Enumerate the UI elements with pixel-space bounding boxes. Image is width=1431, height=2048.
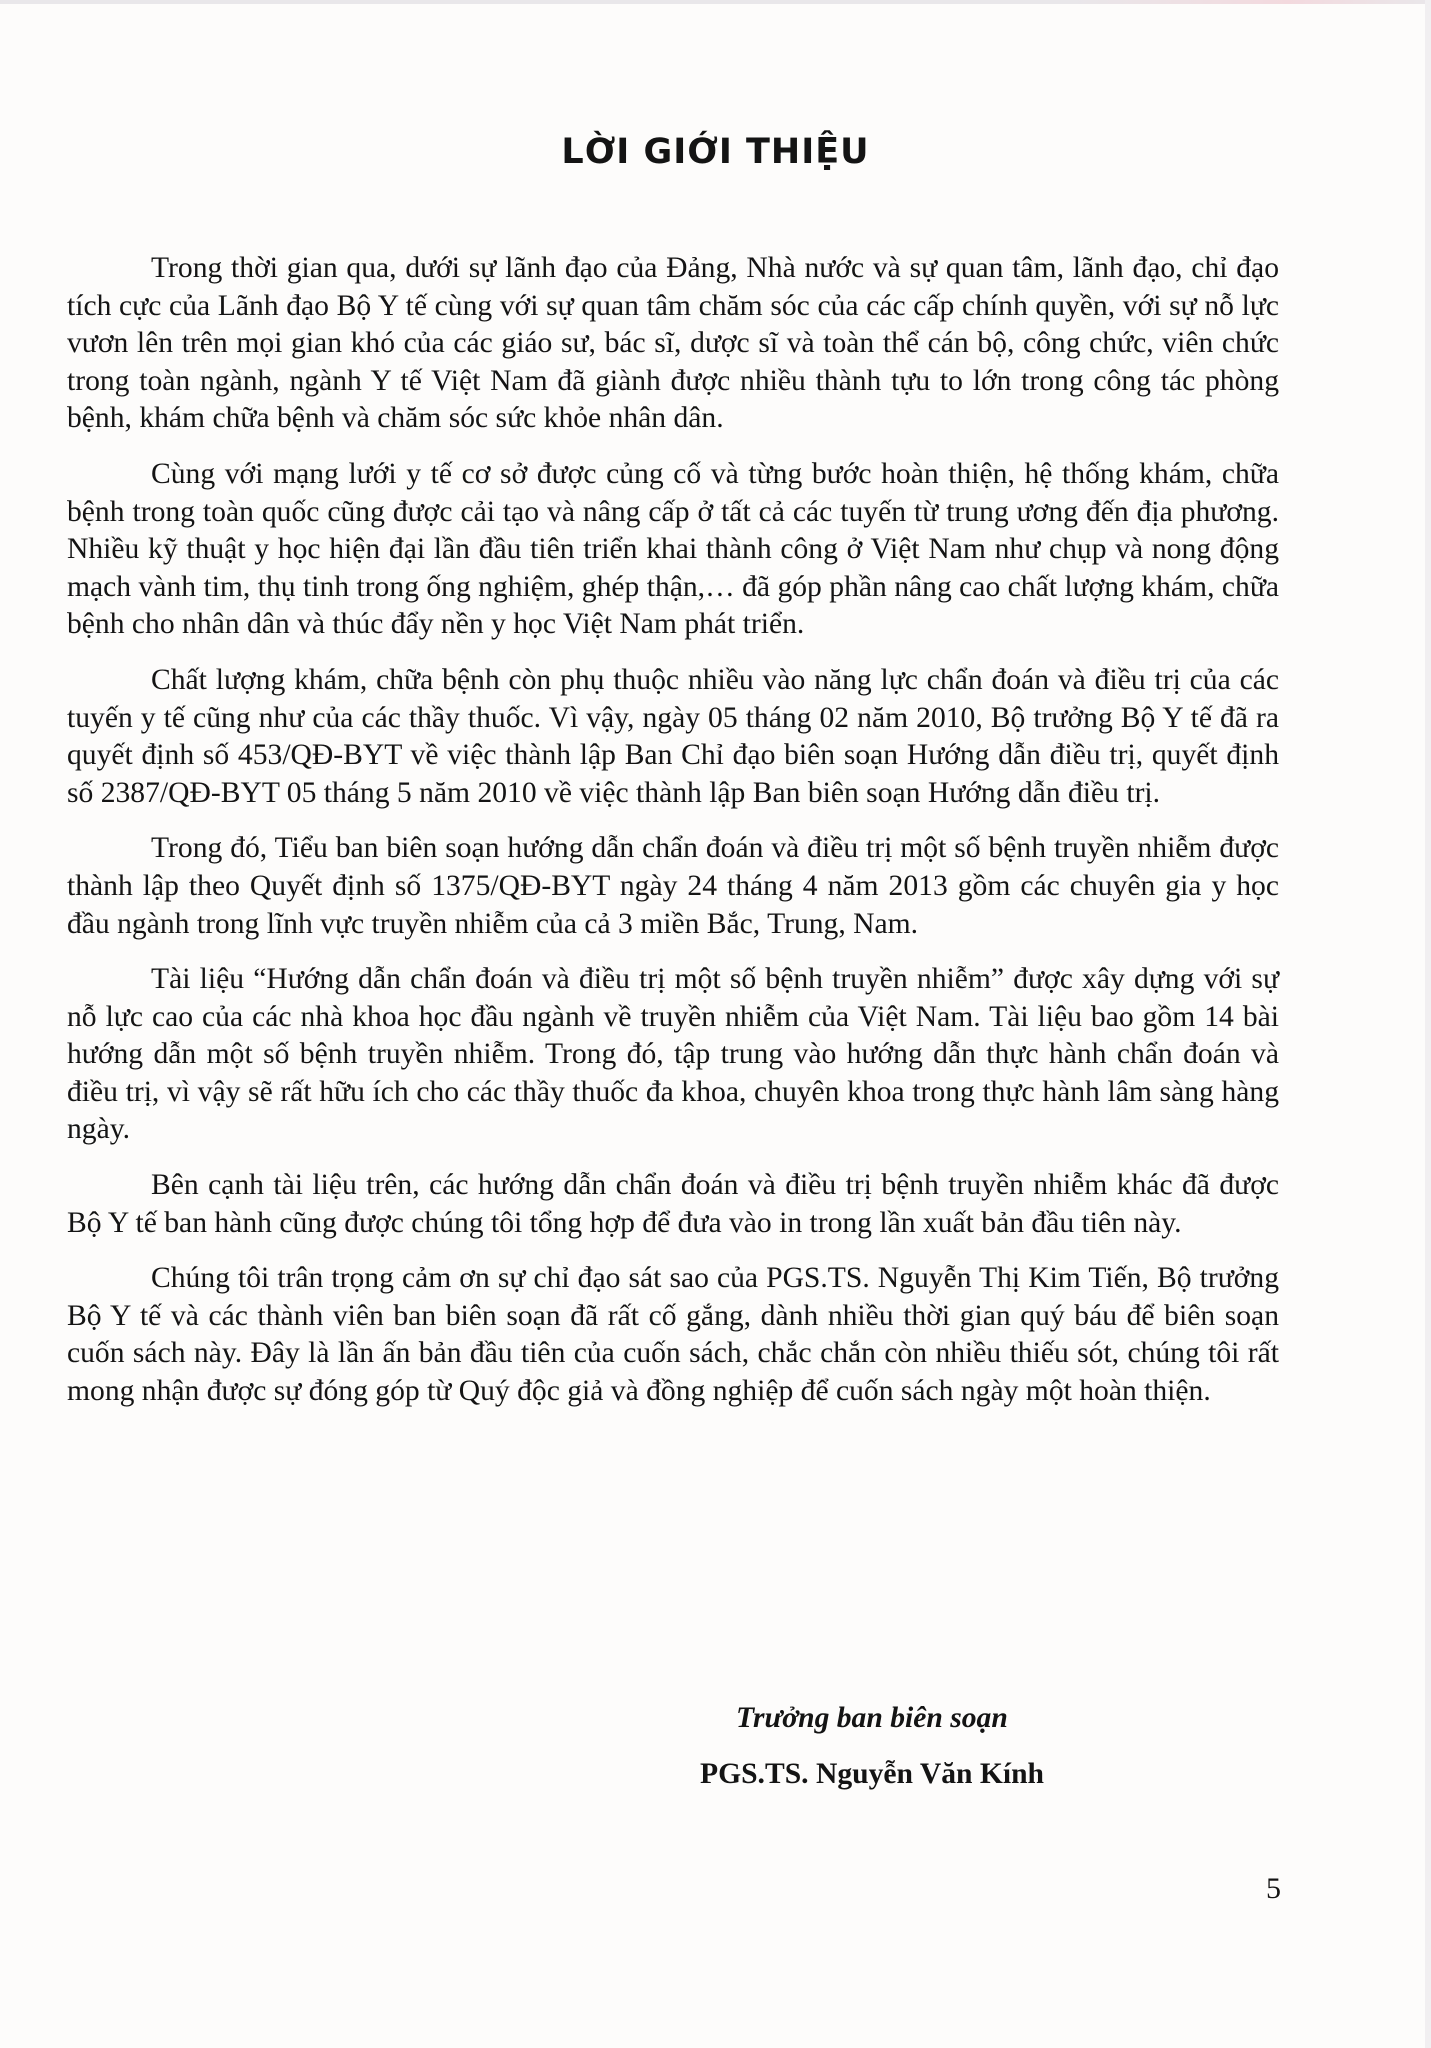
body-text [67,250,1279,1429]
signature-name: PGS.TS. Nguyễn Văn Kính [700,1758,1045,1790]
page-number: 5 [1266,1872,1281,1905]
scan-edge-top [0,0,1431,4]
scan-edge-right [1425,0,1431,2048]
paragraph-6: Bên cạnh tài liệu trên, các hướng dẫn chẩn đoán và điều trị bệnh truyền nhiễm khác đã được Bộ Y tế ban hành cũng được chúng tôi tổng hợp để đưa vào in trong lần xuất bản đầu tiên này. [67,1169,1279,1239]
signature-title: Trưởng ban biên soạn [736,1702,1008,1734]
paragraph-3: Chất lượng khám, chữa bệnh còn phụ thuộc nhiều vào năng lực chẩn đoán và điều trị của các tuyến y tế cũng như của các thầy thuốc. Vì vậy, ngày 05 tháng 02 năm 2010, Bộ trưởng Bộ Y tế đã ra quyết định số 453/QĐ-BYT về việc thành lập Ban Chỉ đạo biên soạn Hướng dẫn điều trị, quyết định số 2387/QĐ-BYT 05 tháng 5 năm 2010 về việc thành lập Ban biên soạn Hướng dẫn điều trị. [67,663,1279,809]
paragraph-2: Cùng với mạng lưới y tế cơ sở được củng cố và từng bước hoàn thiện, hệ thống khám, chữa bệnh trong toàn quốc cũng được cải tạo và nâng cấp ở tất cả các tuyến từ trung ương đến địa phương. Nhiều kỹ thuật y học hiện đại lần đầu tiên triển khai thành công ở Việt Nam như chụp và nong động mạch vành tim, thụ tinh trong ống nghiệm, ghép thận,… đã góp phần nâng cao chất lượng khám, chữa bệnh cho nhân dân và thúc đẩy nền y học Việt Nam phát triển. [67,457,1279,641]
paragraph-4: Trong đó, Tiểu ban biên soạn hướng dẫn chẩn đoán và điều trị một số bệnh truyền nhiễm được thành lập theo Quyết định số 1375/QĐ-BYT ngày 24 tháng 4 năm 2013 gồm các chuyên gia y học đầu ngành trong lĩnh vực truyền nhiễm của cả 3 miền Bắc, Trung, Nam. [67,832,1279,940]
paragraph-5: Tài liệu “Hướng dẫn chẩn đoán và điều trị một số bệnh truyền nhiễm” được xây dựng với sự nỗ lực cao của các nhà khoa học đầu ngành về truyền nhiễm của Việt Nam. Tài liệu bao gồm 14 bài hướng dẫn một số bệnh truyền nhiễm. Trong đó, tập trung vào hướng dẫn thực hành chẩn đoán và điều trị, vì vậy sẽ rất hữu ích cho các thầy thuốc đa khoa, chuyên khoa trong thực hành lâm sàng hàng ngày. [67,963,1279,1146]
paragraph-1: Trong thời gian qua, dưới sự lãnh đạo của Đảng, Nhà nước và sự quan tâm, lãnh đạo, chỉ đạo tích cực của Lãnh đạo Bộ Y tế cùng với sự quan tâm chăm sóc của các cấp chính quyền, với sự nỗ lực vươn lên trên mọi gian khó của các giáo sư, bác sĩ, dược sĩ và toàn thể cán bộ, công chức, viên chức trong toàn ngành, ngành Y tế Việt Nam đã giành được nhiều thành tựu to lớn trong công tác phòng bệnh, khám chữa bệnh và chăm sóc sức khỏe nhân dân. [67,252,1279,435]
page-title: LỜI GIỚI THIỆU [561,132,870,172]
paragraph-7: Chúng tôi trân trọng cảm ơn sự chỉ đạo sát sao của PGS.TS. Nguyễn Thị Kim Tiến, Bộ trưởng Bộ Y tế và các thành viên ban biên soạn đã rất cố gắng, dành nhiều thời gian quý báu để biên soạn cuốn sách này. Đây là lần ấn bản đầu tiên của cuốn sách, chắc chắn còn nhiều thiếu sót, chúng tôi rất mong nhận được sự đóng góp từ Quý độc giả và đồng nghiệp để cuốn sách ngày một hoàn thiện. [67,1262,1279,1408]
